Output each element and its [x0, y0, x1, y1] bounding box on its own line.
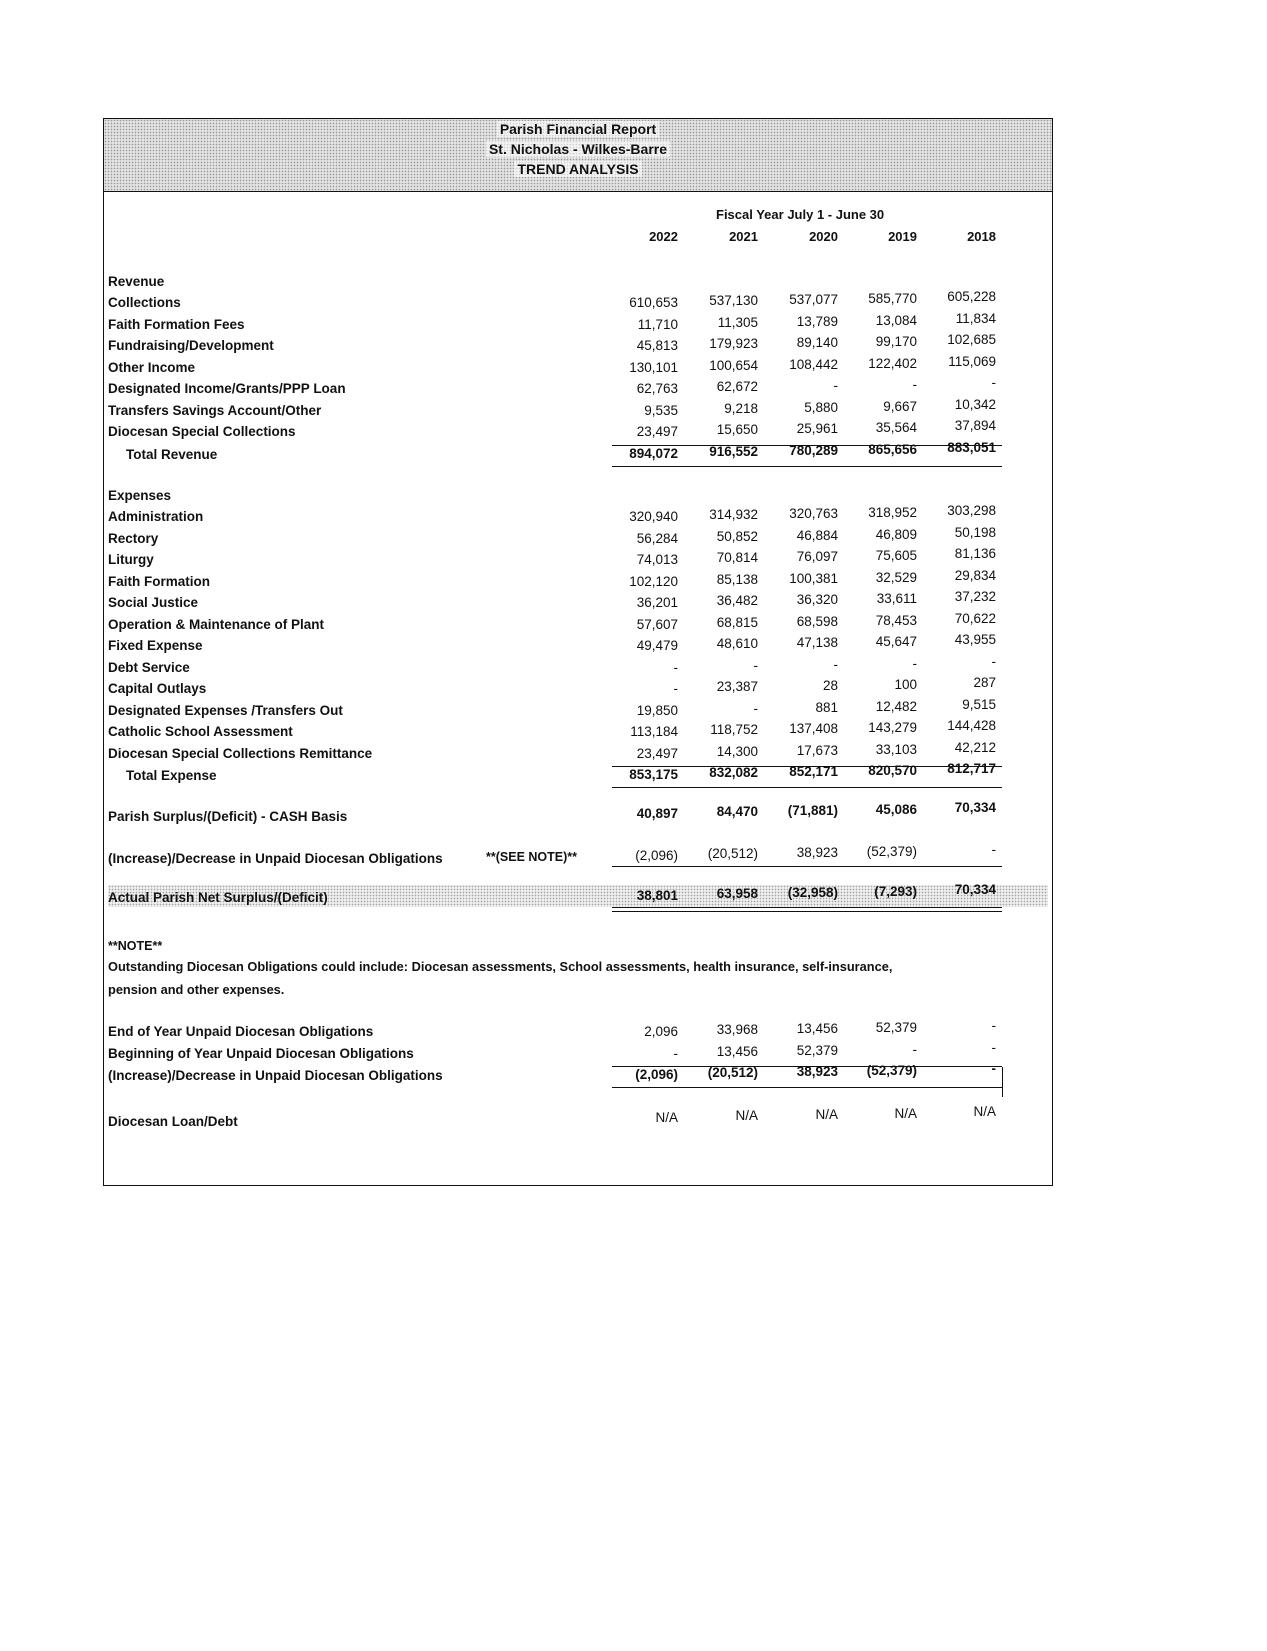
expense-value-2018: 144,428 — [947, 718, 996, 733]
surplus-cash-value-2020: (71,881) — [787, 803, 838, 818]
revenue-value-2018: 102,685 — [947, 332, 996, 347]
expense-value-2022: 320,940 — [629, 509, 678, 524]
expense-row-label: Social Justice — [108, 595, 199, 610]
note-title: **NOTE** — [108, 939, 163, 953]
revenue-value-2022: 130,101 — [629, 359, 678, 375]
expense-value-2019: - — [912, 655, 917, 671]
expense-value-2018: 50,198 — [954, 524, 996, 540]
year-header-2020: 2020 — [809, 229, 838, 244]
revenue-value-2018: 605,228 — [947, 289, 996, 304]
revenue-row-label: Other Income — [108, 359, 196, 375]
revenue-value-2019: 13,084 — [875, 312, 917, 328]
expense-value-2022: - — [673, 681, 678, 696]
revenue-value-2020: 537,077 — [789, 292, 838, 307]
obligation-row-label: End of Year Unpaid Diocesan Obligations — [108, 1024, 374, 1039]
obligation-value-2020: 52,379 — [796, 1042, 838, 1058]
revenue-value-2021: 9,218 — [724, 400, 758, 416]
expense-value-2018: 287 — [973, 675, 996, 690]
expense-value-2022: 102,120 — [629, 573, 678, 589]
obligation-value-2022: 2,096 — [644, 1024, 678, 1039]
obligation-total-value-2020: 38,923 — [796, 1064, 838, 1079]
expense-value-2022: - — [673, 659, 678, 675]
expense-value-2019: 143,279 — [868, 720, 917, 735]
expense-value-2019: 46,809 — [875, 526, 917, 542]
actual-net-value-2020: (32,958) — [787, 885, 838, 900]
revenue-row-label: Designated Income/Grants/PPP Loan — [108, 381, 346, 396]
expense-value-2021: 70,814 — [716, 550, 758, 565]
actual-net-value-2021: 63,958 — [716, 886, 758, 901]
expense-value-2019: 78,453 — [875, 612, 917, 628]
expense-value-2020: 100,381 — [789, 570, 838, 586]
revenue-value-2019: 585,770 — [868, 291, 917, 306]
surplus-cash-label: Parish Surplus/(Deficit) - CASH Basis — [108, 809, 348, 824]
expense-value-2018: 81,136 — [954, 546, 996, 561]
revenue-row-label: Diocesan Special Collections — [108, 424, 296, 439]
expense-value-2021: 314,932 — [709, 507, 758, 522]
expense-value-2021: 85,138 — [716, 571, 758, 587]
diocesan-loan-value-2018: N/A — [973, 1104, 996, 1119]
expense-value-2019: 33,611 — [876, 591, 917, 606]
report-title: Parish Financial Report — [104, 120, 1052, 139]
revenue-value-2021: 62,672 — [716, 379, 758, 394]
obligation-value-2019: 52,379 — [875, 1020, 917, 1035]
expense-value-2022: 36,201 — [636, 595, 678, 610]
expense-value-2019: 32,529 — [875, 569, 917, 585]
expense-row-label: Debt Service — [108, 659, 190, 675]
expense-row-label: Catholic School Assessment — [108, 724, 293, 739]
expense-row-label: Diocesan Special Collections Remittance — [108, 745, 373, 761]
fiscal-year-label: Fiscal Year July 1 - June 30 — [716, 207, 885, 222]
revenue-row-label: Collections — [108, 295, 181, 310]
total-expense-value-2020: 852,171 — [789, 764, 838, 779]
revenue-value-2018: 11,834 — [955, 310, 996, 326]
expense-value-2022: 56,284 — [636, 530, 678, 546]
expense-value-2020: 76,097 — [796, 549, 838, 564]
obligation-value-2022: - — [673, 1045, 678, 1061]
revenue-value-2019: 9,667 — [883, 398, 917, 414]
note-line-1: Outstanding Diocesan Obligations could include: Diocesan assessments, School assessments, health insurance, self-insurance, — [108, 959, 893, 974]
expense-row-label: Designated Expenses /Transfers Out — [108, 702, 343, 718]
expense-value-2022: 74,013 — [636, 552, 678, 567]
revenue-value-2022: 45,813 — [636, 338, 678, 353]
total-expense-value-2021: 832,082 — [709, 765, 758, 780]
obligation-value-2018: - — [991, 1039, 996, 1055]
actual-net-value-2019: (7,293) — [874, 884, 917, 899]
revenue-value-2020: 13,789 — [796, 313, 838, 329]
expense-value-2018: 303,298 — [947, 503, 996, 518]
expense-row-label: Fixed Expense — [108, 638, 203, 653]
obligation-total-value-2022: (2,096) — [635, 1067, 678, 1082]
expense-value-2019: 75,605 — [875, 548, 917, 563]
revenue-value-2020: 89,140 — [796, 335, 838, 350]
year-header-2021: 2021 — [729, 229, 758, 244]
revenue-row-label: Fundraising/Development — [108, 338, 274, 353]
revenue-value-2020: 5,880 — [804, 399, 838, 415]
unpaid-change-label: (Increase)/Decrease in Unpaid Diocesan Obligations — [108, 851, 443, 866]
expense-value-2021: 48,610 — [716, 636, 758, 651]
expense-value-2018: - — [991, 653, 996, 669]
total-expense-value-2018: 812,717 — [947, 761, 996, 776]
total-expense-label: Total Expense — [126, 768, 217, 783]
revenue-row-label: Faith Formation Fees — [108, 316, 245, 332]
surplus-cash-value-2019: 45,086 — [875, 802, 917, 817]
expense-value-2022: 113,184 — [630, 724, 678, 739]
expense-value-2020: 137,408 — [789, 721, 838, 736]
expense-value-2018: 70,622 — [954, 610, 996, 626]
expense-value-2020: 46,884 — [796, 527, 838, 543]
expense-value-2021: 14,300 — [716, 743, 758, 759]
obligation-total-underline — [612, 1087, 1002, 1088]
revenue-value-2018: 37,894 — [954, 418, 996, 433]
total-revenue-label: Total Revenue — [126, 446, 218, 462]
revenue-value-2018: 10,342 — [954, 396, 996, 412]
expense-value-2020: 36,320 — [796, 592, 838, 607]
revenue-section-label: Revenue — [108, 274, 165, 289]
revenue-value-2019: 99,170 — [875, 334, 917, 349]
obligation-total-value-2021: (20,512) — [707, 1065, 758, 1080]
diocesan-loan-value-2021: N/A — [735, 1108, 758, 1123]
expense-value-2020: - — [833, 656, 838, 672]
revenue-value-2019: 35,564 — [875, 420, 917, 435]
see-note-marker: **(SEE NOTE)** — [486, 850, 577, 864]
expense-value-2021: 36,482 — [716, 593, 758, 608]
expense-value-2018: 42,212 — [954, 739, 996, 755]
expense-value-2020: 47,138 — [796, 635, 838, 650]
surplus-cash-value-2022: 40,897 — [636, 806, 678, 821]
report-subtitle: TREND ANALYSIS — [104, 160, 1052, 179]
obligation-row-label: Beginning of Year Unpaid Diocesan Obligations — [108, 1045, 414, 1061]
expense-value-2021: 23,387 — [716, 679, 758, 694]
expense-value-2021: 118,752 — [710, 722, 758, 737]
revenue-value-2020: 25,961 — [796, 421, 838, 436]
expense-value-2021: - — [753, 657, 758, 673]
total-revenue-value-2022: 894,072 — [629, 445, 678, 461]
expense-value-2022: 57,607 — [636, 616, 678, 632]
revenue-value-2022: 9,535 — [644, 402, 678, 418]
actual-net-double-underline — [612, 907, 1002, 912]
obligation-value-2021: 33,968 — [716, 1022, 758, 1037]
year-header-2019: 2019 — [888, 229, 917, 244]
year-header-2022: 2022 — [649, 229, 678, 244]
expense-value-2019: 318,952 — [868, 505, 917, 520]
expense-row-label: Rectory — [108, 530, 159, 546]
surplus-cash-value-2018: 70,334 — [954, 800, 996, 815]
obligation-value-2021: 13,456 — [716, 1043, 758, 1059]
total-expense-value-2022: 853,175 — [629, 767, 678, 782]
parish-name: St. Nicholas - Wilkes-Barre — [104, 140, 1052, 159]
expense-value-2018: 29,834 — [954, 567, 996, 583]
revenue-value-2020: 108,442 — [789, 356, 838, 372]
revenue-value-2019: 122,402 — [868, 355, 917, 371]
total-revenue-value-2019: 865,656 — [868, 441, 917, 457]
total-revenue-value-2020: 780,289 — [789, 442, 838, 458]
note-line-2: pension and other expenses. — [108, 982, 285, 997]
expense-value-2018: 43,955 — [954, 632, 996, 647]
expenses-section-label: Expenses — [108, 488, 172, 503]
diocesan-loan-value-2019: N/A — [894, 1106, 917, 1121]
obligation-value-2018: - — [991, 1018, 996, 1033]
diocesan-loan-label: Diocesan Loan/Debt — [108, 1114, 238, 1129]
obligation-value-2019: - — [912, 1041, 917, 1057]
year-header-2018: 2018 — [967, 229, 996, 244]
actual-net-value-2018: 70,334 — [954, 882, 996, 897]
revenue-value-2022: 23,497 — [636, 424, 678, 439]
expense-value-2022: 49,479 — [636, 638, 678, 653]
revenue-value-2022: 610,653 — [629, 295, 678, 310]
report-header — [104, 119, 1052, 192]
expense-row-label: Liturgy — [108, 552, 154, 567]
revenue-total-underline — [612, 466, 1002, 467]
expense-value-2019: 45,647 — [875, 634, 917, 649]
total-revenue-value-2021: 916,552 — [709, 443, 758, 459]
revenue-value-2021: 100,654 — [709, 357, 758, 373]
expense-value-2019: 12,482 — [875, 698, 917, 714]
obligation-total-label: (Increase)/Decrease in Unpaid Diocesan Obligations — [108, 1068, 443, 1083]
expense-value-2020: 68,598 — [796, 613, 838, 629]
unpaid-change-value-2022: (2,096) — [635, 848, 678, 863]
revenue-value-2021: 537,130 — [709, 293, 758, 308]
total-revenue-value-2018: 883,051 — [947, 439, 996, 455]
expense-value-2021: 50,852 — [716, 528, 758, 544]
revenue-value-2021: 179,923 — [709, 336, 758, 351]
actual-net-value-2022: 38,801 — [636, 888, 678, 903]
obligation-total-value-2019: (52,379) — [866, 1063, 917, 1078]
revenue-value-2022: 62,763 — [636, 381, 678, 396]
expense-value-2022: 19,850 — [636, 702, 678, 718]
obligation-total-value-2018: - — [991, 1061, 996, 1076]
expense-row-label: Faith Formation — [108, 573, 210, 589]
expense-value-2021: 68,815 — [716, 614, 758, 630]
expense-value-2019: 33,103 — [875, 741, 917, 757]
expense-row-label: Operation & Maintenance of Plant — [108, 616, 325, 632]
expense-value-2020: 320,763 — [789, 506, 838, 521]
diocesan-loan-value-2020: N/A — [815, 1107, 838, 1122]
revenue-value-2022: 11,710 — [637, 316, 678, 332]
unpaid-change-value-2019: (52,379) — [866, 844, 917, 859]
expense-value-2020: 28 — [822, 678, 838, 693]
revenue-value-2021: 15,650 — [716, 422, 758, 437]
revenue-value-2020: - — [833, 378, 838, 393]
unpaid-change-value-2020: 38,923 — [796, 845, 838, 860]
revenue-value-2019: - — [912, 377, 917, 392]
expense-row-label: Administration — [108, 509, 204, 524]
expense-value-2021: - — [753, 700, 758, 716]
obligation-value-2020: 13,456 — [796, 1021, 838, 1036]
revenue-row-label: Transfers Savings Account/Other — [108, 402, 322, 418]
diocesan-loan-value-2022: N/A — [655, 1110, 678, 1125]
unpaid-change-underline — [612, 866, 1002, 867]
revenue-value-2021: 11,305 — [717, 314, 758, 330]
expense-value-2019: 100 — [894, 677, 917, 692]
total-expense-value-2019: 820,570 — [868, 763, 917, 778]
revenue-value-2018: 115,069 — [948, 353, 996, 369]
expense-value-2022: 23,497 — [636, 745, 678, 761]
expense-value-2020: 17,673 — [796, 742, 838, 758]
expense-value-2018: 37,232 — [954, 589, 996, 604]
expense-value-2020: 881 — [815, 699, 838, 715]
actual-net-label: Actual Parish Net Surplus/(Deficit) — [108, 890, 328, 905]
expense-value-2018: 9,515 — [962, 696, 996, 712]
surplus-cash-value-2021: 84,470 — [716, 804, 758, 819]
revenue-value-2018: - — [991, 375, 996, 390]
expense-row-label: Capital Outlays — [108, 681, 207, 696]
right-rule — [1002, 1067, 1003, 1097]
expense-total-underline — [612, 787, 1002, 788]
unpaid-change-value-2021: (20,512) — [707, 846, 758, 861]
financial-report — [103, 118, 1053, 1186]
unpaid-change-value-2018: - — [991, 842, 996, 857]
